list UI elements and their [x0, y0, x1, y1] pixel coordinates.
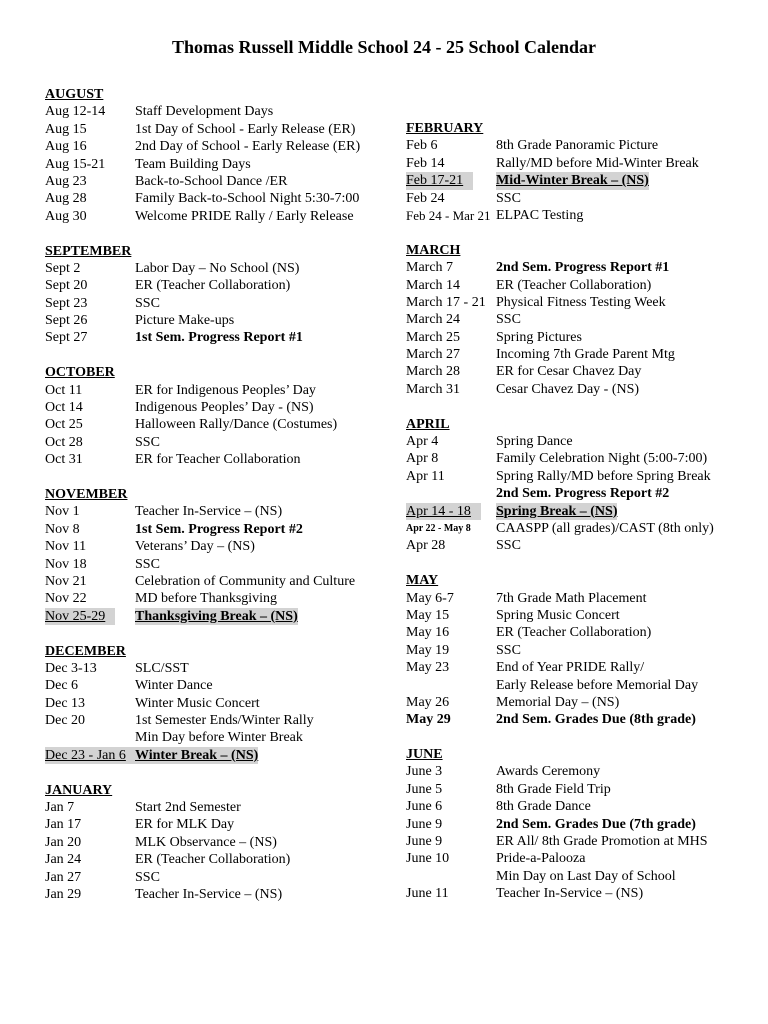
spacer	[45, 347, 395, 364]
event-description: SSC	[496, 190, 521, 206]
event-description: Start 2nd Semester	[135, 800, 241, 816]
event-date: June 9	[406, 834, 443, 850]
calendar-row	[45, 121, 395, 138]
event-date: June 6	[406, 799, 443, 815]
event-date: Jan 20	[45, 834, 82, 850]
event-date: May 23	[406, 660, 450, 676]
event-description: Teacher In-Service – (NS)	[135, 886, 283, 902]
event-description: Halloween Rally/Dance (Costumes)	[135, 417, 338, 433]
spacer	[45, 764, 395, 781]
event-date: Dec 6	[45, 678, 79, 694]
event-date: Nov 11	[45, 539, 87, 555]
event-description: Winter Break – (NS)	[135, 747, 259, 763]
calendar-row	[45, 590, 395, 607]
month-heading: MAY	[406, 573, 439, 589]
calendar-row	[45, 503, 395, 520]
calendar-row	[406, 468, 766, 485]
calendar-row	[406, 607, 766, 624]
month-heading: JANUARY	[45, 782, 113, 798]
event-date: Feb 24	[406, 190, 445, 206]
event-description: Min Day before Winter Break	[135, 730, 303, 746]
month-heading: JUNE	[406, 747, 443, 763]
calendar-row	[406, 329, 766, 346]
event-date: Apr 4	[406, 434, 439, 450]
calendar-row	[45, 208, 395, 225]
calendar-row	[45, 538, 395, 555]
event-date: Sept 20	[45, 278, 88, 294]
calendar-row	[45, 312, 395, 329]
event-date: Apr 28	[406, 538, 446, 554]
event-date: March 17 - 21	[406, 294, 486, 310]
left-column	[45, 86, 395, 903]
event-date: Apr 11	[406, 468, 445, 484]
month-heading: MARCH	[406, 242, 461, 258]
event-date: Oct 11	[45, 382, 83, 398]
event-date: Feb 14	[406, 155, 445, 171]
event-description: ER (Teacher Collaboration)	[496, 277, 652, 293]
event-description: Staff Development Days	[135, 104, 274, 120]
calendar-row	[406, 520, 766, 537]
calendar-row	[406, 624, 766, 641]
event-description: 8th Grade Panoramic Picture	[496, 138, 659, 154]
event-date: Aug 12-14	[45, 104, 106, 120]
calendar-row	[406, 277, 766, 294]
event-description: 2nd Sem. Grades Due (7th grade)	[496, 816, 696, 832]
event-description: 8th Grade Field Trip	[496, 781, 611, 797]
event-date: Oct 31	[45, 452, 83, 468]
event-description: Physical Fitness Testing Week	[496, 294, 666, 310]
event-date: Jan 7	[45, 800, 75, 816]
calendar-row	[406, 833, 766, 850]
calendar-row	[406, 155, 766, 172]
calendar-row	[406, 694, 766, 711]
event-date: June 10	[406, 851, 450, 867]
calendar-row	[406, 190, 766, 207]
event-description: SSC	[135, 869, 160, 885]
calendar-row	[45, 799, 395, 816]
event-description: SSC	[135, 556, 160, 572]
calendar-row	[45, 660, 395, 677]
right-column	[406, 120, 766, 903]
calendar-row	[45, 573, 395, 590]
calendar-row	[45, 451, 395, 468]
calendar-row	[45, 382, 395, 399]
event-date: May 16	[406, 625, 450, 641]
month-heading: NOVEMBER	[45, 486, 128, 502]
calendar-row	[45, 747, 395, 764]
event-date: June 11	[406, 886, 449, 902]
event-date: March 28	[406, 364, 461, 380]
event-date: Dec 3-13	[45, 660, 97, 676]
calendar-row	[406, 659, 766, 676]
event-description: Spring Dance	[496, 434, 573, 450]
event-description: Mid-Winter Break – (NS)	[496, 173, 649, 189]
calendar-row	[406, 433, 766, 450]
event-description: 2nd Sem. Progress Report #1	[496, 260, 670, 276]
event-description: Awards Ceremony	[496, 764, 601, 780]
calendar-row	[45, 295, 395, 312]
event-description: SLC/SST	[135, 660, 189, 676]
event-description: ER for MLK Day	[135, 817, 235, 833]
event-description: Early Release before Memorial Day	[496, 677, 699, 693]
event-description: Rally/MD before Mid-Winter Break	[496, 155, 699, 171]
event-description: 2nd Sem. Grades Due (8th grade)	[496, 712, 696, 728]
event-description: ER for Cesar Chavez Day	[496, 364, 642, 380]
event-date: June 9	[406, 816, 443, 832]
calendar-row	[45, 173, 395, 190]
event-date: Nov 21	[45, 573, 87, 589]
event-date: Aug 30	[45, 208, 87, 224]
event-description: 7th Grade Math Placement	[496, 590, 647, 606]
event-date: March 7	[406, 260, 454, 276]
calendar-row	[45, 521, 395, 538]
event-description: SSC	[135, 295, 160, 311]
event-description: 2nd Sem. Progress Report #2	[496, 486, 670, 502]
event-description: Spring Pictures	[496, 329, 582, 345]
event-date: March 27	[406, 347, 461, 363]
calendar-row	[406, 868, 766, 885]
calendar-row	[45, 834, 395, 851]
month-heading: AUGUST	[45, 87, 104, 102]
month-heading: SEPTEMBER	[45, 243, 132, 259]
calendar-row	[45, 156, 395, 173]
event-date: May 19	[406, 642, 450, 658]
calendar-row	[45, 260, 395, 277]
calendar-row	[406, 259, 766, 276]
event-description: ER for Teacher Collaboration	[135, 452, 301, 468]
event-date: March 14	[406, 277, 461, 293]
event-date: Jan 29	[45, 886, 82, 902]
calendar-row	[45, 138, 395, 155]
event-date: Feb 6	[406, 138, 438, 154]
event-date: March 25	[406, 329, 461, 345]
calendar-row	[406, 172, 766, 189]
event-date: Jan 27	[45, 869, 82, 885]
event-date: Sept 27	[45, 330, 88, 346]
event-description: 8th Grade Dance	[496, 799, 591, 815]
event-description: Teacher In-Service – (NS)	[496, 886, 644, 902]
event-date: Apr 22 - May 8	[406, 522, 471, 534]
event-date: May 26	[406, 694, 450, 710]
calendar-row	[45, 399, 395, 416]
event-description: 1st Day of School - Early Release (ER)	[135, 121, 356, 137]
event-description: Min Day on Last Day of School	[496, 868, 676, 884]
event-date: Jan 17	[45, 817, 82, 833]
calendar-row	[45, 886, 395, 903]
spacer	[406, 555, 766, 572]
calendar-row	[45, 677, 395, 694]
event-description: Teacher In-Service – (NS)	[135, 504, 283, 520]
event-description: Back-to-School Dance /ER	[135, 173, 288, 189]
event-description: Winter Dance	[135, 678, 213, 694]
calendar-row	[406, 816, 766, 833]
event-date: Nov 25-29	[45, 608, 115, 625]
event-date: Apr 8	[406, 451, 439, 467]
event-date: Aug 15	[45, 121, 87, 137]
event-description: Team Building Days	[135, 156, 251, 172]
calendar-row	[406, 642, 766, 659]
event-date: Dec 20	[45, 713, 86, 729]
calendar-row	[406, 677, 766, 694]
calendar-row	[45, 608, 395, 625]
calendar-row	[406, 590, 766, 607]
event-description: 1st Sem. Progress Report #2	[135, 521, 303, 537]
calendar-row	[406, 763, 766, 780]
spacer	[406, 398, 766, 415]
event-description: ER for Indigenous Peoples’ Day	[135, 382, 316, 398]
calendar-row	[406, 798, 766, 815]
event-date: Oct 14	[45, 400, 83, 416]
event-date: Dec 13	[45, 695, 86, 711]
event-description: Celebration of Community and Culture	[135, 573, 356, 589]
page-title: Thomas Russell Middle School 24 - 25 School Calendar	[171, 37, 597, 57]
event-description: Picture Make-ups	[135, 313, 235, 329]
calendar-row	[406, 485, 766, 502]
event-description: Spring Music Concert	[496, 607, 620, 623]
calendar-row	[406, 207, 766, 224]
calendar-row	[406, 711, 766, 728]
calendar-row	[406, 850, 766, 867]
event-date: Sept 23	[45, 295, 88, 311]
month-heading: FEBRUARY	[406, 121, 484, 136]
event-description: ELPAC Testing	[496, 207, 584, 223]
event-description: Winter Music Concert	[135, 695, 260, 711]
event-date: Nov 22	[45, 591, 87, 607]
spacer	[406, 224, 766, 241]
event-date: Sept 2	[45, 260, 81, 276]
event-description: Family Back-to-School Night 5:30-7:00	[135, 191, 360, 207]
event-description: End of Year PRIDE Rally/	[496, 660, 645, 676]
event-description: 1st Semester Ends/Winter Rally	[135, 713, 314, 729]
event-date: May 15	[406, 607, 450, 623]
event-description: ER (Teacher Collaboration)	[496, 625, 652, 641]
event-date: Oct 25	[45, 417, 83, 433]
event-description: ER (Teacher Collaboration)	[135, 278, 291, 294]
month-heading: APRIL	[406, 416, 450, 432]
calendar-row	[406, 450, 766, 467]
event-description: 2nd Day of School - Early Release (ER)	[135, 139, 361, 155]
calendar-row	[45, 277, 395, 294]
event-date: Aug 16	[45, 139, 87, 155]
event-description: CAASPP (all grades)/CAST (8th only)	[496, 520, 714, 536]
calendar-row	[406, 363, 766, 380]
event-description: Family Celebration Night (5:00-7:00)	[496, 451, 708, 467]
event-description: Incoming 7th Grade Parent Mtg	[496, 347, 675, 363]
event-description: SSC	[496, 312, 521, 328]
event-date: Nov 1	[45, 504, 80, 520]
calendar-row	[45, 190, 395, 207]
event-date: Oct 28	[45, 434, 83, 450]
event-description: SSC	[496, 642, 521, 658]
month-heading: OCTOBER	[45, 365, 115, 381]
event-date: June 3	[406, 764, 443, 780]
event-description: Cesar Chavez Day - (NS)	[496, 381, 640, 397]
event-description: Welcome PRIDE Rally / Early Release	[135, 208, 354, 224]
calendar-row	[45, 869, 395, 886]
calendar-row	[45, 712, 395, 729]
calendar-row	[45, 816, 395, 833]
event-date: Aug 23	[45, 173, 87, 189]
calendar-row	[45, 695, 395, 712]
event-description: Veterans’ Day – (NS)	[135, 539, 255, 555]
calendar-row	[406, 885, 766, 902]
event-date: June 5	[406, 781, 443, 797]
event-date: March 31	[406, 381, 461, 397]
calendar-row	[406, 294, 766, 311]
event-date: Sept 26	[45, 313, 88, 329]
event-date: Feb 17-21	[406, 172, 473, 189]
calendar-row	[406, 346, 766, 363]
event-date: May 6-7	[406, 590, 454, 606]
event-description: MLK Observance – (NS)	[135, 834, 277, 850]
event-description: Memorial Day – (NS)	[496, 694, 620, 710]
event-date: Dec 23 - Jan 6	[45, 747, 136, 764]
event-date: Nov 8	[45, 521, 80, 537]
event-date: March 24	[406, 312, 461, 328]
event-description: Pride-a-Palooza	[496, 851, 586, 867]
event-description: Indigenous Peoples’ Day - (NS)	[135, 400, 314, 416]
month-heading: DECEMBER	[45, 643, 126, 659]
calendar-row	[45, 329, 395, 346]
calendar-row	[406, 137, 766, 154]
event-date: Feb 24 - Mar 21	[406, 207, 491, 223]
event-description: Spring Break – (NS)	[496, 503, 618, 519]
calendar-row	[45, 556, 395, 573]
event-description: SSC	[135, 434, 160, 450]
event-date: Aug 28	[45, 191, 87, 207]
calendar-row	[45, 851, 395, 868]
event-description: ER All/ 8th Grade Promotion at MHS	[496, 834, 708, 850]
event-description: SSC	[496, 538, 521, 554]
spacer	[45, 225, 395, 242]
event-date: Nov 18	[45, 556, 87, 572]
calendar-row	[45, 416, 395, 433]
event-date: Apr 14 - 18	[406, 503, 481, 520]
event-description: Thanksgiving Break – (NS)	[135, 608, 298, 624]
calendar-row	[45, 434, 395, 451]
event-description: Labor Day – No School (NS)	[135, 260, 300, 276]
calendar-row	[406, 311, 766, 328]
event-date: Aug 15-21	[45, 156, 106, 172]
calendar-row	[406, 537, 766, 554]
spacer	[45, 625, 395, 642]
event-description: 1st Sem. Progress Report #1	[135, 330, 303, 346]
calendar-row	[45, 729, 395, 746]
spacer	[406, 729, 766, 746]
calendar-row	[406, 781, 766, 798]
calendar-row	[406, 503, 766, 520]
event-description: MD before Thanksgiving	[135, 591, 278, 607]
event-description: ER (Teacher Collaboration)	[135, 852, 291, 868]
event-description: Spring Rally/MD before Spring Break	[496, 468, 711, 484]
calendar-row	[45, 103, 395, 120]
event-date: May 29	[406, 712, 451, 728]
calendar-row	[406, 381, 766, 398]
spacer	[45, 469, 395, 486]
event-date: Jan 24	[45, 852, 82, 868]
